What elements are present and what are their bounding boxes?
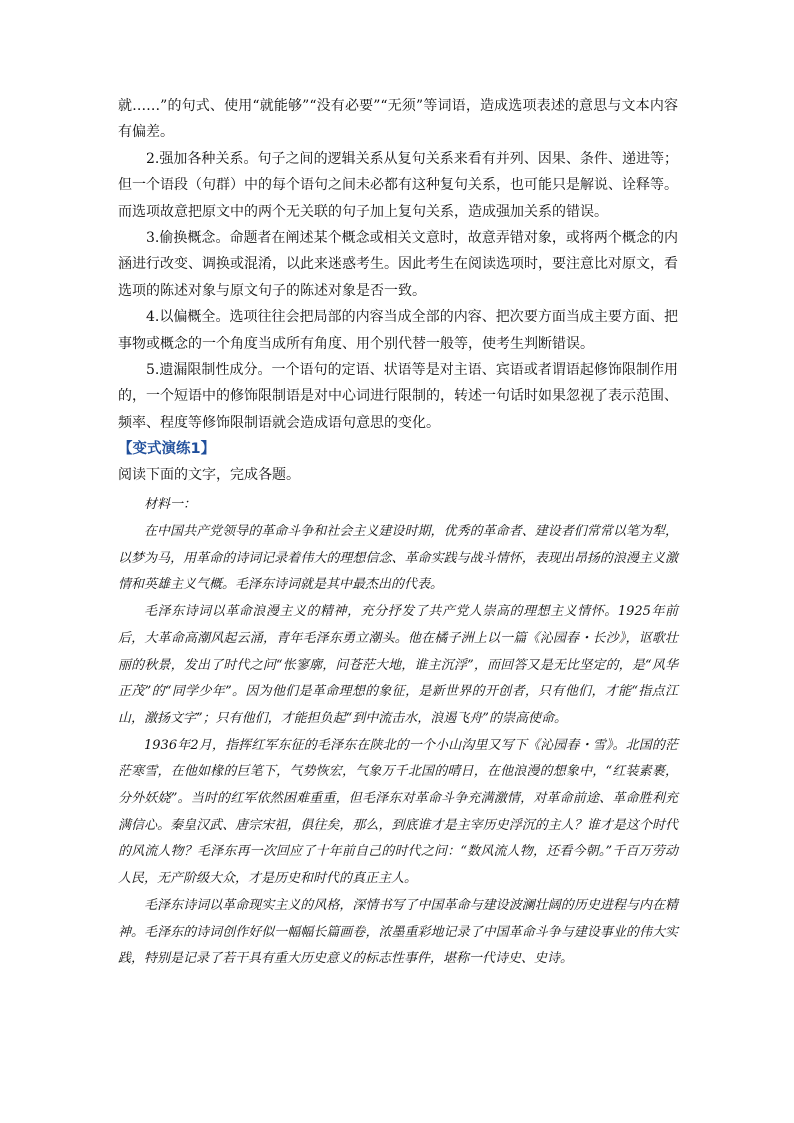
- material-paragraph: 毛泽东诗词以革命浪漫主义的精神，充分抒发了共产党人崇高的理想主义情怀。1925年前后，大革命高潮风起云涌，青年毛泽东勇立潮头。他在橘子洲上以一篇《沁园春・长沙》，讴歌壮丽的秋景，发出了时代之问“怅寥廓，问苍茫大地，谁主沉浮”，而回答又是无比坚定的，是“风华正茂”的“同学少年”。因为他们是革命理想的象征，是新世界的开创者，只有他们，才能“指点江山，激扬文字”；只有他们，才能担负起“到中流击水，浪遏飞舟”的崇高使命。: [118, 604, 678, 726]
- point-paragraph-3: 3.偷换概念。命题者在阐述某个概念或相关文意时，故意弄错对象，或将两个概念的内涵进行改变、调换或混淆，以此来迷惑考生。因此考生在阅读选项时，要注意比对原文，看选项的陈述对象与原文句子的陈述对象是否一致。: [118, 230, 678, 299]
- document-content: [118, 93, 678, 973]
- material-section: [118, 492, 678, 973]
- exercise-intro: 阅读下面的文字，完成各题。: [118, 467, 300, 484]
- material-paragraph: 毛泽东诗词以革命现实主义的风格，深情书写了中国革命与建设波澜壮阔的历史进程与内在精神。毛泽东的诗词创作好似一幅幅长篇画卷，浓墨重彩地记录了中国革命斗争与建设事业的伟大实践，特别是记录了若干具有重大历史意义的标志性事件，堪称一代诗史、史诗。: [118, 897, 678, 967]
- point-paragraph-5: 5.遗漏限制性成分。一个语句的定语、状语等是对主语、宾语或者谓语起修饰限制作用的，一个短语中的修饰限制语是对中心词进行限制的，转述一句话时如果忽视了表示范围、频率、程度等修饰限制语就会造成语句意思的变化。: [118, 362, 678, 431]
- material-paragraph: 1936年2月，指挥红军东征的毛泽东在陕北的一个小山沟里又写下《沁园春・雪》。北国的茫茫寒雪，在他如椽的巨笔下，气势恢宏，气象万千北国的晴日，在他浪漫的想象中，“红装素裹，分外妖娆”。当时的红军依然困难重重，但毛泽东对革命斗争充满激情，对革命前途、革命胜利充满信心。秦皇汉武、唐宗宋祖，俱往矣，那么，到底谁才是主宰历史浮沉的主人？谁才是这个时代的风流人物？毛泽东再一次回应了十年前自己的时代之问：“数风流人物，还看今朝。”千百万劳动人民，无产阶级大众，才是历史和时代的真正主人。: [118, 737, 678, 887]
- point-paragraph-4: 4.以偏概全。选项往往会把局部的内容当成全部的内容、把次要方面当成主要方面、把事物或概念的一个角度当成所有角度、用个别代替一般等，使考生判断错误。: [118, 309, 678, 352]
- continuation-paragraph: 就……”的句式、使用“就能够”“没有必要”“无须”等词语，造成选项表述的意思与文本内容有偏差。: [118, 98, 678, 141]
- exercise-heading: 【变式演练1】: [118, 441, 216, 458]
- material-paragraph: 在中国共产党领导的革命斗争和社会主义建设时期，优秀的革命者、建设者们常常以笔为犁，以梦为马，用革命的诗词记录着伟大的理想信念、革命实践与战斗情怀，表现出昂扬的浪漫主义激情和英雄主义气概。毛泽东诗词就是其中最杰出的代表。: [118, 523, 678, 593]
- point-paragraph-2: 2.强加各种关系。句子之间的逻辑关系从复句关系来看有并列、因果、条件、递进等；但一个语段（句群）中的每个语句之间未必都有这种复句关系，也可能只是解说、诠释等。而选项故意把原文中的两个无关联的句子加上复句关系，造成强加关系的错误。: [118, 150, 678, 220]
- tips-section: [118, 93, 678, 436]
- material-label: 材料一：: [144, 497, 197, 513]
